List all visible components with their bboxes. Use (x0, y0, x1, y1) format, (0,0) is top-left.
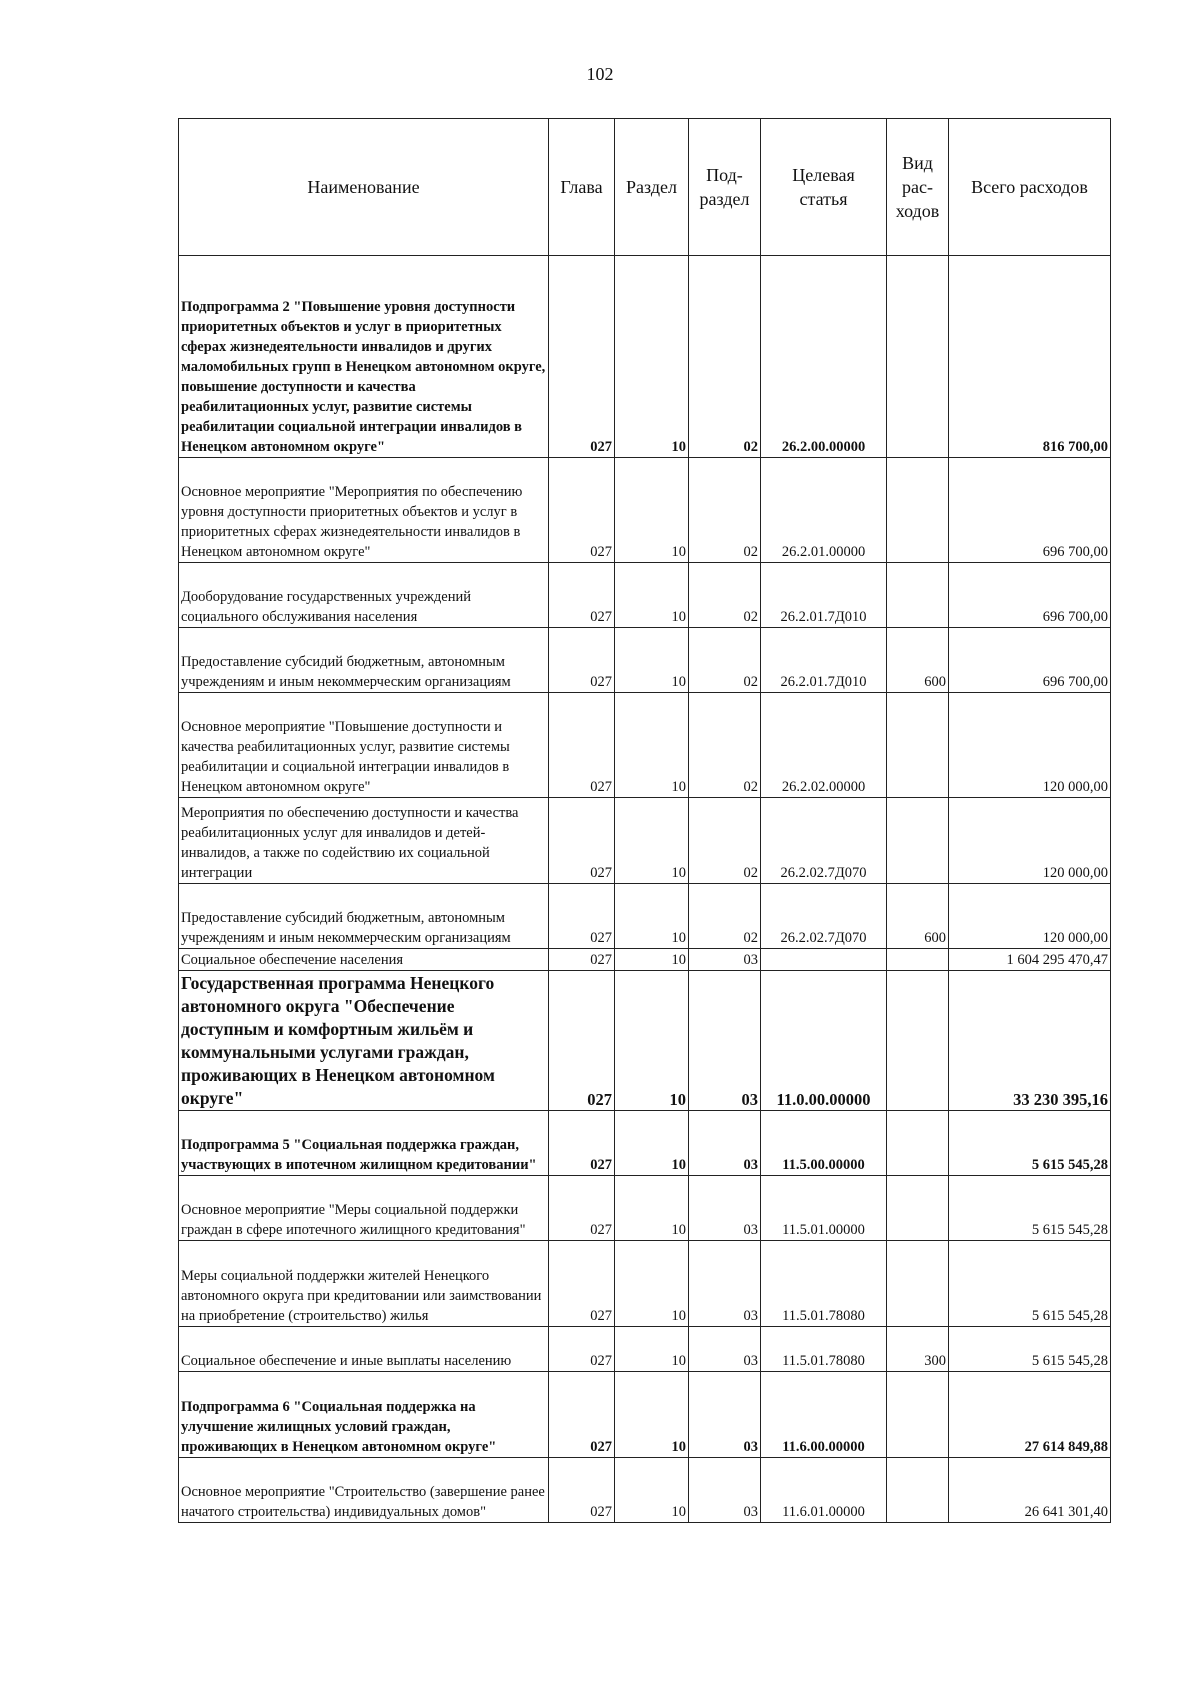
row-name: Предоставление субсидий бюджетным, автономным учреждениям и иным некоммерческим организациям (179, 628, 549, 693)
row-razdel: 10 (615, 971, 689, 1111)
row-name: Основное мероприятие "Повышение доступности и качества реабилитационных услуг, развитие системы реабилитации и социальной интеграции инвалидов в Ненецком автономном округе" (179, 693, 549, 798)
row-vid: 600 (887, 628, 949, 693)
row-celevaya: 26.2.01.7Д010 (761, 628, 887, 693)
table-row (179, 458, 1111, 563)
row-name: Социальное обеспечение населения (179, 949, 549, 971)
row-razdel: 10 (615, 563, 689, 628)
row-celevaya (761, 949, 887, 971)
row-vid (887, 1241, 949, 1327)
row-total: 5 615 545,28 (949, 1327, 1111, 1372)
row-celevaya: 26.2.01.00000 (761, 458, 887, 563)
row-podrazdel: 03 (689, 949, 761, 971)
row-podrazdel: 03 (689, 1176, 761, 1241)
table-row (179, 971, 1111, 1111)
row-vid (887, 949, 949, 971)
table-row (179, 1111, 1111, 1176)
row-total: 696 700,00 (949, 563, 1111, 628)
row-celevaya: 11.6.01.00000 (761, 1458, 887, 1523)
row-total: 5 615 545,28 (949, 1176, 1111, 1241)
row-name: Предоставление субсидий бюджетным, автономным учреждениям и иным некоммерческим организациям (179, 884, 549, 949)
row-podrazdel: 02 (689, 458, 761, 563)
row-total: 33 230 395,16 (949, 971, 1111, 1111)
row-razdel: 10 (615, 458, 689, 563)
row-podrazdel: 03 (689, 1458, 761, 1523)
row-name: Основное мероприятие "Меры социальной поддержки граждан в сфере ипотечного жилищного кредитования" (179, 1176, 549, 1241)
row-name: Мероприятия по обеспечению доступности и качества реабилитационных услуг для инвалидов и детей-инвалидов, а также по содействию их социальной интеграции (179, 798, 549, 884)
row-celevaya: 11.6.00.00000 (761, 1372, 887, 1458)
row-vid (887, 1176, 949, 1241)
table-row (179, 1176, 1111, 1241)
header-total: Всего расходов (949, 119, 1111, 256)
row-total: 1 604 295 470,47 (949, 949, 1111, 971)
row-celevaya: 11.5.00.00000 (761, 1111, 887, 1176)
row-vid (887, 971, 949, 1111)
row-razdel: 10 (615, 884, 689, 949)
row-total: 26 641 301,40 (949, 1458, 1111, 1523)
row-vid (887, 798, 949, 884)
table-row (179, 949, 1111, 971)
row-podrazdel: 02 (689, 628, 761, 693)
row-razdel: 10 (615, 1372, 689, 1458)
table-row (179, 1241, 1111, 1327)
row-podrazdel: 02 (689, 884, 761, 949)
row-name: Подпрограмма 2 "Повышение уровня доступности приоритетных объектов и услуг в приоритетных сферах жизнедеятельности инвалидов и других маломобильных групп в Ненецком автономном округе, повышение доступности и качества реабилитационных услуг, развитие системы реабилитации социальной интеграции инвалидов в Ненецком автономном округе" (179, 256, 549, 458)
budget-table (178, 118, 1111, 1523)
row-razdel: 10 (615, 1327, 689, 1372)
row-celevaya: 26.2.02.7Д070 (761, 884, 887, 949)
row-name: Меры социальной поддержки жителей Ненецкого автономного округа при кредитовании или заимствовании на приобретение (строительство) жилья (179, 1241, 549, 1327)
row-name: Дооборудование государственных учреждений социального обслуживания населения (179, 563, 549, 628)
row-podrazdel: 03 (689, 1111, 761, 1176)
row-podrazdel: 02 (689, 798, 761, 884)
header-glava: Глава (549, 119, 615, 256)
table-row (179, 884, 1111, 949)
row-razdel: 10 (615, 693, 689, 798)
table-row (179, 628, 1111, 693)
row-glava: 027 (549, 628, 615, 693)
row-vid (887, 256, 949, 458)
row-vid (887, 1111, 949, 1176)
row-glava: 027 (549, 1372, 615, 1458)
row-razdel: 10 (615, 1176, 689, 1241)
row-glava: 027 (549, 1458, 615, 1523)
header-celevaya: Целевая статья (761, 119, 887, 256)
row-glava: 027 (549, 563, 615, 628)
row-glava: 027 (549, 884, 615, 949)
row-name: Основное мероприятие "Мероприятия по обеспечению уровня доступности приоритетных объектов и услуг в приоритетных сферах жизнедеятельности инвалидов в Ненецком автономном округе" (179, 458, 549, 563)
row-total: 27 614 849,88 (949, 1372, 1111, 1458)
table-row (179, 563, 1111, 628)
row-total: 120 000,00 (949, 798, 1111, 884)
header-vid: Вид рас- ходов (887, 119, 949, 256)
row-glava: 027 (549, 693, 615, 798)
header-razdel: Раздел (615, 119, 689, 256)
row-name: Государственная программа Ненецкого автономного округа "Обеспечение доступным и комфортным жильём и коммунальными услугами граждан, проживающих в Ненецком автономном округе" (179, 971, 549, 1111)
row-podrazdel: 03 (689, 971, 761, 1111)
row-glava: 027 (549, 256, 615, 458)
row-podrazdel: 03 (689, 1372, 761, 1458)
header-podrazdel: Под- раздел (689, 119, 761, 256)
row-vid: 600 (887, 884, 949, 949)
row-glava: 027 (549, 971, 615, 1111)
row-total: 120 000,00 (949, 884, 1111, 949)
row-celevaya: 26.2.01.7Д010 (761, 563, 887, 628)
header-name: Наименование (179, 119, 549, 256)
row-vid (887, 458, 949, 563)
table-row (179, 1327, 1111, 1372)
row-glava: 027 (549, 798, 615, 884)
row-glava: 027 (549, 1111, 615, 1176)
row-name: Социальное обеспечение и иные выплаты населению (179, 1327, 549, 1372)
table-row (179, 256, 1111, 458)
row-razdel: 10 (615, 1111, 689, 1176)
row-glava: 027 (549, 458, 615, 563)
row-name: Подпрограмма 5 "Социальная поддержка граждан, участвующих в ипотечном жилищном кредитовании" (179, 1111, 549, 1176)
row-total: 5 615 545,28 (949, 1241, 1111, 1327)
row-razdel: 10 (615, 256, 689, 458)
row-razdel: 10 (615, 798, 689, 884)
row-podrazdel: 02 (689, 563, 761, 628)
row-vid (887, 563, 949, 628)
row-name: Основное мероприятие "Строительство (завершение ранее начатого строительства) индивидуальных домов" (179, 1458, 549, 1523)
row-celevaya: 26.2.00.00000 (761, 256, 887, 458)
row-total: 816 700,00 (949, 256, 1111, 458)
table-row (179, 798, 1111, 884)
row-celevaya: 26.2.02.7Д070 (761, 798, 887, 884)
row-podrazdel: 03 (689, 1241, 761, 1327)
table-row (179, 693, 1111, 798)
row-razdel: 10 (615, 949, 689, 971)
table-row (179, 1458, 1111, 1523)
row-total: 5 615 545,28 (949, 1111, 1111, 1176)
row-name: Подпрограмма 6 "Социальная поддержка на улучшение жилищных условий граждан, проживающих в Ненецком автономном округе" (179, 1372, 549, 1458)
table-row (179, 1372, 1111, 1458)
row-podrazdel: 02 (689, 693, 761, 798)
row-vid (887, 693, 949, 798)
row-podrazdel: 02 (689, 256, 761, 458)
row-razdel: 10 (615, 1458, 689, 1523)
row-podrazdel: 03 (689, 1327, 761, 1372)
header-row (179, 119, 1111, 256)
row-celevaya: 11.5.01.00000 (761, 1176, 887, 1241)
row-total: 120 000,00 (949, 693, 1111, 798)
row-glava: 027 (549, 1176, 615, 1241)
row-razdel: 10 (615, 1241, 689, 1327)
page-number: 102 (586, 64, 614, 84)
row-glava: 027 (549, 949, 615, 971)
row-celevaya: 11.5.01.78080 (761, 1327, 887, 1372)
row-razdel: 10 (615, 628, 689, 693)
row-celevaya: 26.2.02.00000 (761, 693, 887, 798)
row-total: 696 700,00 (949, 458, 1111, 563)
row-vid (887, 1372, 949, 1458)
row-vid: 300 (887, 1327, 949, 1372)
row-glava: 027 (549, 1327, 615, 1372)
row-glava: 027 (549, 1241, 615, 1327)
row-celevaya: 11.5.01.78080 (761, 1241, 887, 1327)
row-total: 696 700,00 (949, 628, 1111, 693)
row-celevaya: 11.0.00.00000 (761, 971, 887, 1111)
row-vid (887, 1458, 949, 1523)
